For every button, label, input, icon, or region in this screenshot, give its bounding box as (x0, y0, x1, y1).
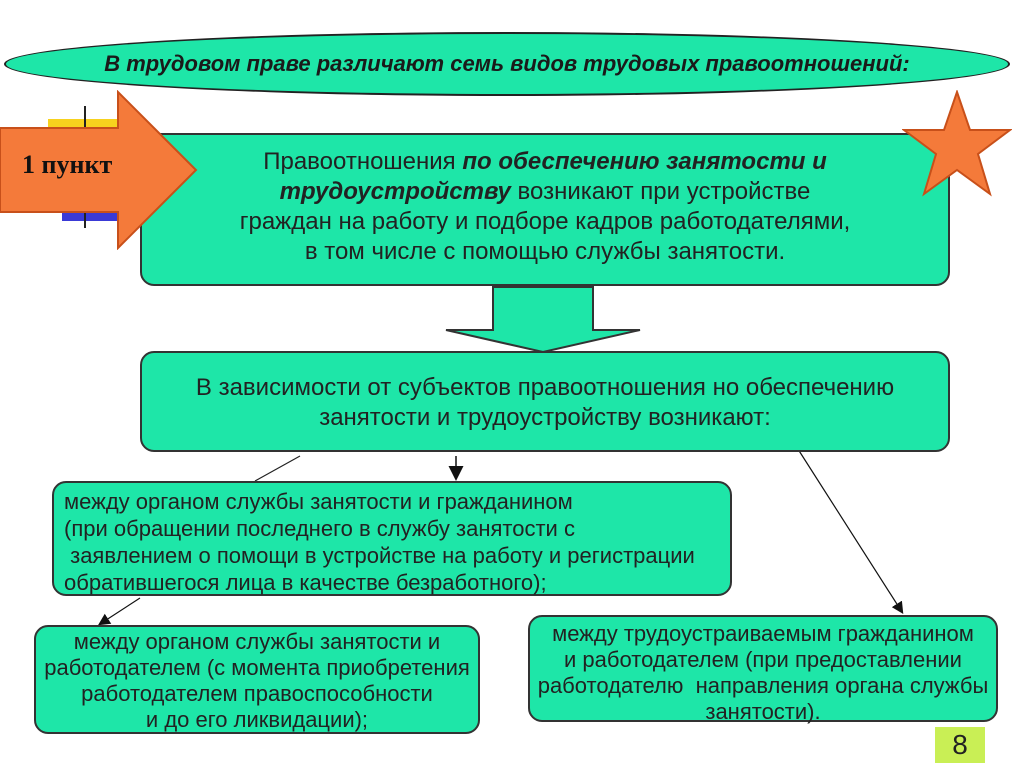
star-icon (902, 90, 1012, 200)
lt-line-2: (при обращении последнего в службу занятости с (64, 516, 575, 541)
lb-line-2: работодателем (с момента приобретения (44, 655, 470, 680)
lt-line-3: заявлением о помощи в устройстве на работу и регистрации (64, 543, 695, 568)
main-line-1: Правоотношения по обеспечению занятости и (263, 148, 827, 175)
main-line-2: трудоустройству возникают при устройстве (279, 178, 811, 205)
subjects-box (140, 351, 950, 452)
down-arrow-icon (446, 287, 640, 352)
title-text: В трудовом праве различают семь видов трудовых правоотношений: (104, 51, 910, 76)
sub-line-2: занятости и трудоустройству возникают: (319, 404, 771, 431)
main-line-4: в том числе с помощью службы занятости. (304, 238, 786, 265)
rb-line-2: и работодателем (при предоставлении (564, 647, 962, 672)
main-line-3: граждан на работу и подборе кадров работодателями, (239, 208, 851, 235)
rb-line-1: между трудоустраиваемым гражданином (552, 621, 974, 646)
connector-left-top (255, 456, 300, 481)
sub-line-1: В зависимости от субъектов правоотношения но обеспечению (195, 374, 895, 401)
lb-line-3: работодателем правоспособности (81, 681, 433, 706)
employment-service-citizen-box (52, 481, 732, 596)
lt-line-4: обратившегося лица в качестве безработного); (64, 570, 547, 595)
rb-line-3: работодателю направления органа службы (537, 673, 989, 698)
connector-left-bottom (100, 598, 140, 624)
lb-line-1: между органом службы занятости и (73, 629, 441, 654)
point-label: 1 пункт (22, 150, 113, 179)
lt-line-1: между органом службы занятости и гражданином (64, 489, 573, 514)
rb-line-4: занятости). (705, 699, 821, 724)
lb-line-4: и до его ликвидации); (145, 707, 369, 732)
connector-right (796, 446, 902, 612)
page-number: 8 (935, 727, 985, 763)
employment-service-employer-box (34, 625, 480, 734)
citizen-employer-box (528, 615, 998, 722)
main-definition-box (140, 133, 950, 286)
